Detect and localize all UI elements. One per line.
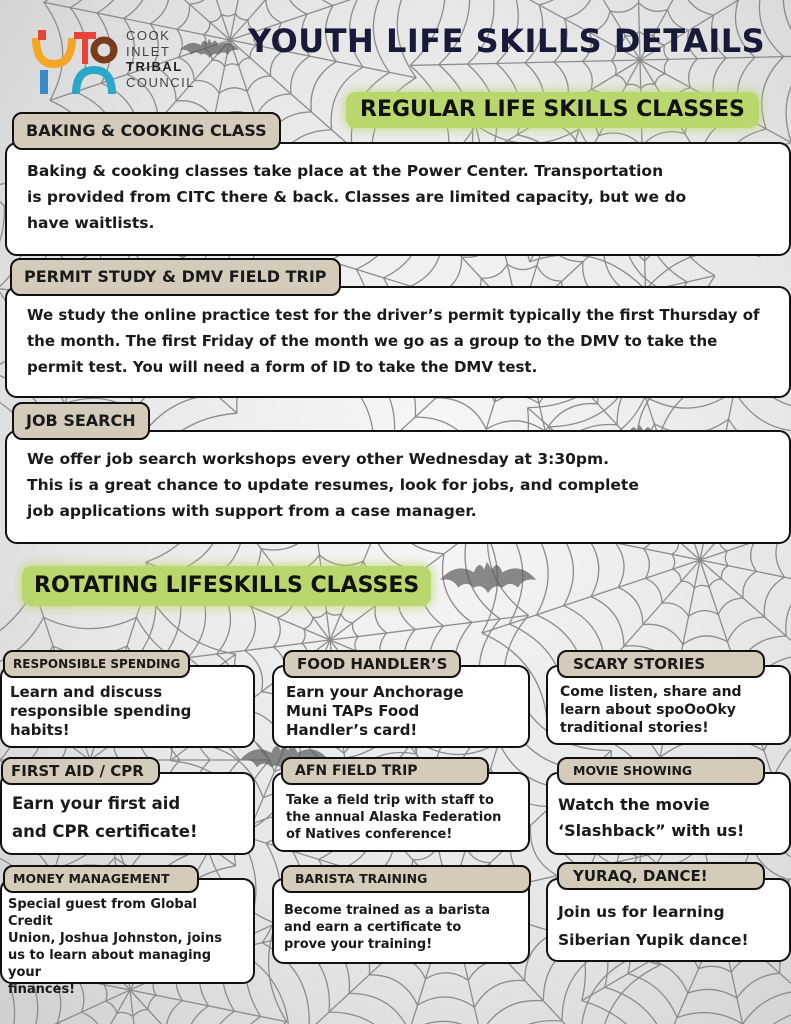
card-line: Union, Joshua Johnston, joins [8,931,222,946]
section-text-line: We study the online practice test for the driver’s permit typically the first Thursday of [27,306,760,324]
tab-scary-stories: SCARY STORIES [557,650,765,678]
card-money-management [0,878,255,997]
card-line: finances! [8,982,76,997]
card-line: Watch the movie [558,795,710,814]
card-line: Learn and discuss [10,683,163,701]
section-card-permit [5,286,791,398]
card-line: Muni TAPs Food [286,702,420,720]
section-text-line: is provided from CITC there & back. Classes are limited capacity, but we do [27,188,687,206]
section-text-line: the month. The first Friday of the month we go as a group to the DMV to take the [27,332,718,350]
card-line: Earn your first aid [12,794,181,813]
card-line: Handler’s card! [286,721,418,739]
tab-yuraq-dance: YURAQ, DANCE! [557,862,765,890]
tab-food-handlers: FOOD HANDLER’S [283,650,461,678]
tab-first-aid-cpr: FIRST AID / CPR [1,757,160,785]
section-text-line: This is a great chance to update resumes, look for jobs, and complete [27,476,639,494]
section-text-line: job applications with support from a case manager. [27,502,477,520]
card-yuraq-dance [546,878,791,962]
card-line: Special guest from Global Credit [8,897,197,929]
tab-afn-field-trip: AFN FIELD TRIP [281,757,489,785]
section-text-line: We offer job search workshops every other Wednesday at 3:30pm. [27,450,610,468]
rotating-classes-heading: ROTATING LIFESKILLS CLASSES [22,566,431,606]
section-tab-baking: BAKING & COOKING CLASS [12,112,281,150]
card-line: habits! [10,721,70,739]
section-text-line: have waitlists. [27,214,155,232]
tab-barista-training: BARISTA TRAINING [281,865,531,893]
section-text-line: permit test. You will need a form of ID to take the DMV test. [27,358,538,376]
card-line: Come listen, share and [560,684,742,700]
logo-line: COOK [126,28,171,43]
tab-responsible-spending: RESPONSIBLE SPENDING [3,650,190,678]
card-line: Earn your Anchorage [286,683,464,701]
regular-classes-heading: REGULAR LIFE SKILLS CLASSES [346,92,759,128]
card-line: Take a field trip with staff to [286,793,494,808]
logo-line: TRIBAL [126,59,183,74]
logo-wordmark [126,28,195,90]
card-line: Become trained as a barista [284,903,491,918]
card-line: prove your training! [284,937,433,952]
card-line: learn about spoOoOky [560,702,736,718]
page-title: YOUTH LIFE SKILLS DETAILS [248,22,766,60]
card-line: ‘Slashback” with us! [558,821,745,840]
card-line: Siberian Yupik dance! [558,931,749,949]
section-tab-job-search: JOB SEARCH [12,402,150,440]
card-line: us to learn about managing your [8,948,212,980]
section-text-line: Baking & cooking classes take place at the Power Center. Transportation [27,162,664,180]
card-line: Join us for learning [558,903,725,921]
section-card-baking [5,142,791,256]
section-card-job-search [5,430,791,544]
citc-logo-icon [32,30,118,94]
card-line: the annual Alaska Federation [286,810,502,825]
card-line: and earn a certificate to [284,920,462,935]
tab-movie-showing: MOVIE SHOWING [557,757,765,785]
card-line: traditional stories! [560,720,709,736]
logo-line: INLET [126,43,171,59]
logo-line: COUNCIL [126,74,196,90]
card-line: responsible spending [10,702,192,720]
section-tab-permit: PERMIT STUDY & DMV FIELD TRIP [10,258,341,296]
tab-money-management: MONEY MANAGEMENT [3,865,199,893]
card-line: of Natives conference! [286,827,453,842]
card-line: and CPR certificate! [12,822,198,841]
